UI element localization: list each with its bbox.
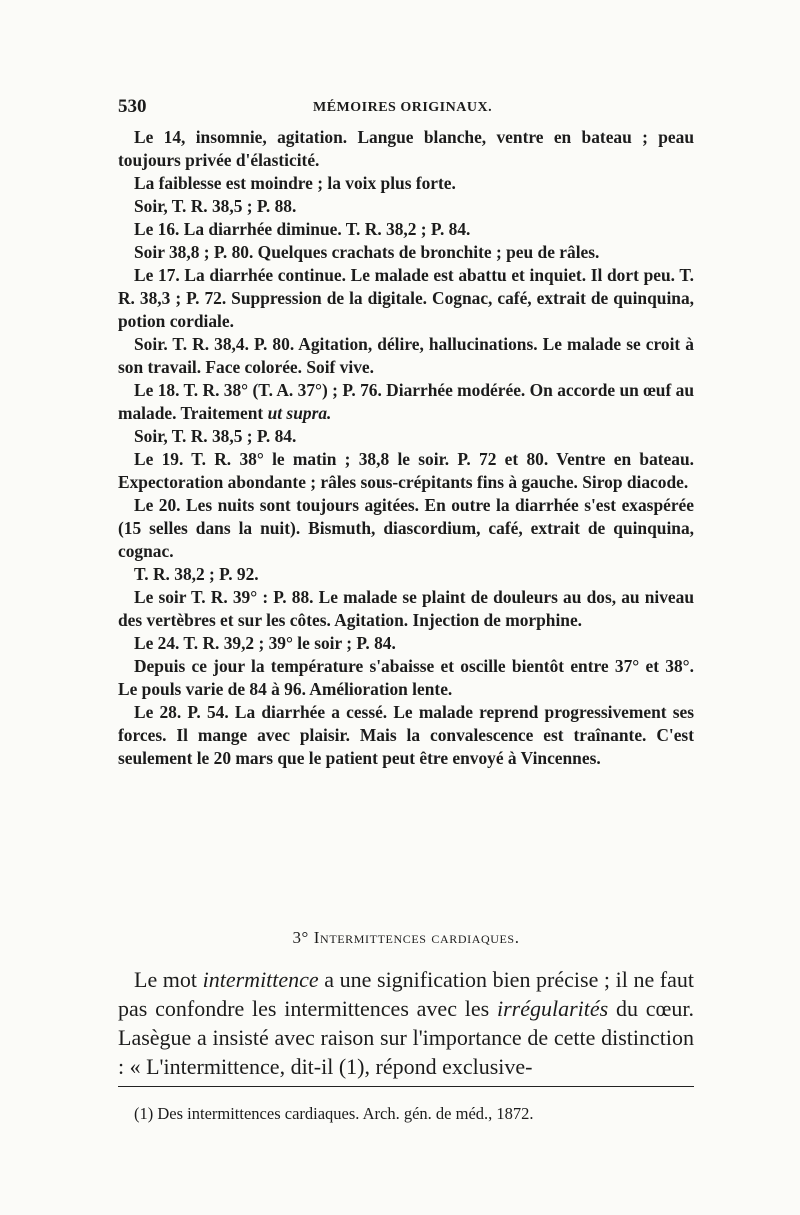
page-header xyxy=(118,96,692,120)
paragraph: Soir. T. R. 38,4. P. 80. Agitation, délire, hallucinations. Le malade se croit à son travail. Face colorée. Soif vive. xyxy=(118,334,694,377)
running-title: MÉMOIRES ORIGINAUX. xyxy=(313,100,493,115)
paragraph: Soir 38,8 ; P. 80. Quelques crachats de bronchite ; peu de râles. xyxy=(134,242,600,262)
intro-text: du cœur. Lasègue a insisté avec raison sur l'importance de cette distinction : « L'intermittence, dit-il (1), répond exclusive- xyxy=(118,996,694,1079)
paragraph xyxy=(118,379,694,425)
paragraph: Le 28. P. 54. La diarrhée a cessé. Le malade reprend progressivement ses forces. Il mange avec plaisir. Mais la convalescence est traînante. C'est seulement le 20 mars que le patient peut être envoyé à Vincennes. xyxy=(118,702,694,768)
paragraph: Le 16. La diarrhée diminue. T. R. 38,2 ; P. 84. xyxy=(134,219,471,239)
paragraph: Le 14, insomnie, agitation. Langue blanche, ventre en bateau ; peau toujours privée d'élasticité. xyxy=(118,127,694,170)
footnote: (1) Des intermittences cardiaques. Arch. gén. de méd., 1872. xyxy=(134,1104,534,1123)
section-heading xyxy=(118,928,694,948)
section-intro xyxy=(118,965,694,1081)
paragraph: Soir, T. R. 38,5 ; P. 88. xyxy=(134,196,297,216)
paragraph: Le 20. Les nuits sont toujours agitées. En outre la diarrhée s'est exaspérée (15 selles dans la nuit). Bismuth, diascordium, café, extrait de quinquina, cognac. xyxy=(118,495,694,561)
paragraph: Depuis ce jour la température s'abaisse et oscille bientôt entre 37° et 38°. Le pouls varie de 84 à 96. Amélioration lente. xyxy=(118,656,694,699)
paragraph: Soir, T. R. 38,5 ; P. 84. xyxy=(134,426,297,446)
paragraph: Le 17. La diarrhée continue. Le malade est abattu et inquiet. Il dort peu. T. R. 38,3 ; P. 72. Suppression de la digitale. Cognac, café, extrait de quinquina, potion cordiale. xyxy=(118,265,694,331)
section-number: 3° xyxy=(292,928,309,947)
paragraph: Le 24. T. R. 39,2 ; 39° le soir ; P. 84. xyxy=(134,633,396,653)
paragraph: Le 19. T. R. 38° le matin ; 38,8 le soir. P. 72 et 80. Ventre en bateau. Expectoration abondante ; râles sous-crépitants fins à gauche. Sirop diacode. xyxy=(118,449,694,492)
paragraph: Le soir T. R. 39° : P. 88. Le malade se plaint de douleurs au dos, au niveau des vertèbres et sur les côtes. Agitation. Injection de morphine. xyxy=(118,587,694,630)
paragraph-text: Le 18. T. R. 38° (T. A. 37°) ; P. 76. Diarrhée modérée. On accorde un œuf au malade. Traitement xyxy=(118,380,694,423)
section-title: Intermittences cardiaques. xyxy=(313,928,520,947)
footnote-rule xyxy=(118,1086,694,1087)
paragraph: La faiblesse est moindre ; la voix plus forte. xyxy=(134,173,456,193)
intro-text: a une signification bien précise ; il ne faut pas confondre les intermittences avec les xyxy=(118,967,695,1021)
intro-paragraph xyxy=(118,965,694,1081)
ut-supra: ut supra. xyxy=(267,403,332,423)
case-notes xyxy=(118,126,694,770)
paragraph: T. R. 38,2 ; P. 92. xyxy=(134,564,259,584)
emphasis-intermittence: intermittence xyxy=(202,967,319,992)
page-number: 530 xyxy=(118,96,147,117)
intro-text: Le mot xyxy=(134,967,203,992)
emphasis-irregularites: irrégularités xyxy=(496,996,609,1021)
